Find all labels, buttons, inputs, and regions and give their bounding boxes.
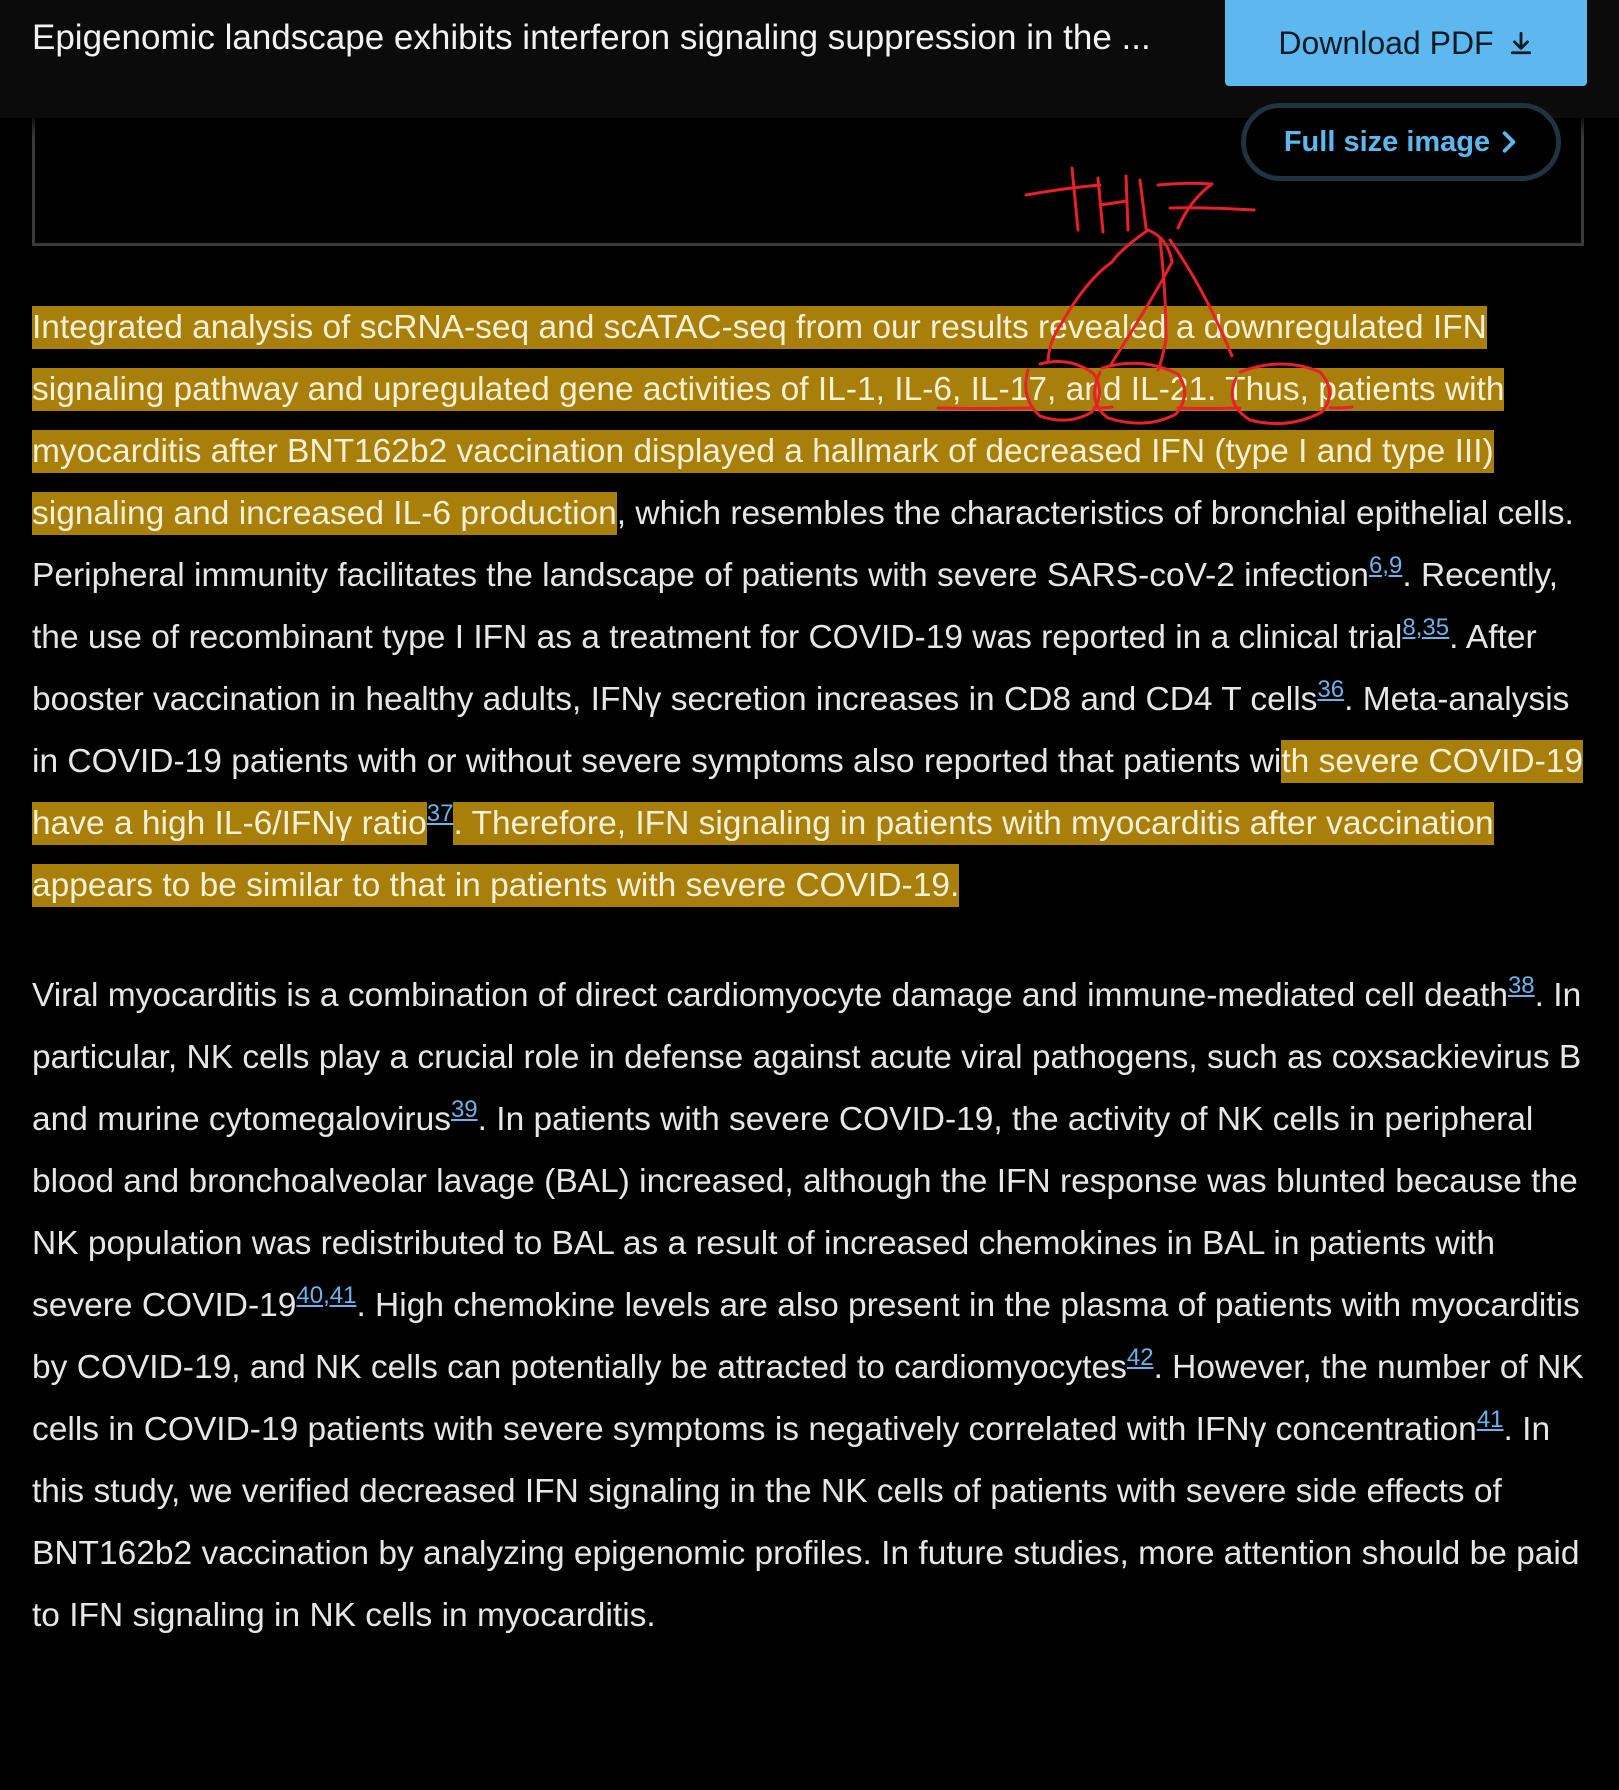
body-text: . In patients with severe COVID-19, the activity of NK cells in peripheral blood and bronchoalveolar lavage (BAL) increased, although the IFN response was blunted because the NK population was redistributed to BAL as a result of increased chemokines in BAL in patients with severe COVID-19 xyxy=(32,1101,1578,1324)
highlighted-text: Integrated analysis of scRNA-seq and scATAC-seq from our results revealed a downregulated IFN signaling pathway and upregulated gene activities of IL-1, IL-6, IL-17, and IL-21. Thus, patients with myocarditis after BNT162b2 vaccination displayed a hallmark of decreased IFN (type I and type III) signaling and increased IL-6 production xyxy=(32,306,1504,535)
body-text: Viral myocarditis is a combination of direct cardiomyocyte damage and immune-mediated cell death xyxy=(32,977,1508,1014)
body-text: . In particular, NK cells play a crucial role in defense against acute viral pathogens, such as coxsackievirus B and murine cytomegalovirus xyxy=(32,977,1582,1138)
highlighted-text: th severe COVID-19 have a high IL-6/IFNγ ratio xyxy=(32,740,1583,845)
citation-link[interactable]: 8,35 xyxy=(1402,613,1450,641)
body-text: . In this study, we verified decreased IFN signaling in the NK cells of patients with severe side effects of BNT162b2 vaccination by analyzing epigenomic profiles. In future studies, more attention should be paid to IFN signaling in NK cells in myocarditis. xyxy=(32,1411,1580,1634)
citation-link[interactable]: 42 xyxy=(1126,1343,1154,1371)
body-text: . Recently, the use of recombinant type I IFN as a treatment for COVID-19 was reported in a clinical trial xyxy=(32,557,1559,656)
citation-link[interactable]: 41 xyxy=(1476,1405,1504,1433)
paragraph-ifn-signaling xyxy=(32,297,1592,917)
download-pdf-button[interactable] xyxy=(1225,0,1587,86)
body-text: . However, the number of NK cells in COVID-19 patients with severe symptoms is negatively correlated with IFNγ concentration xyxy=(32,1349,1584,1448)
full-size-image-label: Full size image xyxy=(1283,125,1491,158)
body-text: . High chemokine levels are also present in the plasma of patients with myocarditis by COVID-19, and NK cells can potentially be attracted to cardiomyocytes xyxy=(32,1287,1580,1386)
citation-link[interactable]: 40,41 xyxy=(296,1281,357,1309)
body-text: , which resembles the characteristics of bronchial epithelial cells. Peripheral immunity facilitates the landscape of patients with severe SARS-coV-2 infection xyxy=(32,495,1574,594)
body-text: . After booster vaccination in healthy adults, IFNγ secretion increases in CD8 and CD4 T cells xyxy=(32,619,1537,718)
body-text: . Meta-analysis in COVID-19 patients with or without severe symptoms also reported that patients wi xyxy=(32,681,1570,780)
paragraph-viral-myocarditis xyxy=(32,965,1592,1647)
citation-link[interactable]: 37 xyxy=(426,799,454,827)
full-size-image-button[interactable] xyxy=(1241,103,1561,181)
chevron-right-icon xyxy=(1500,131,1518,153)
citation-link[interactable]: 39 xyxy=(450,1095,478,1123)
citation-link[interactable]: 6,9 xyxy=(1368,551,1403,579)
article-body xyxy=(32,297,1592,1647)
download-pdf-label: Download PDF xyxy=(1278,24,1494,61)
highlighted-text: . Therefore, IFN signaling in patients with myocarditis after vaccination appears to be similar to that in patients with severe COVID-19. xyxy=(32,802,1494,907)
top-bar xyxy=(0,0,1619,118)
citation-link[interactable]: 38 xyxy=(1507,971,1535,999)
download-icon xyxy=(1508,30,1534,56)
article-title: Epigenomic landscape exhibits interferon signaling suppression in the ... xyxy=(32,18,1151,57)
citation-link[interactable]: 36 xyxy=(1317,675,1345,703)
